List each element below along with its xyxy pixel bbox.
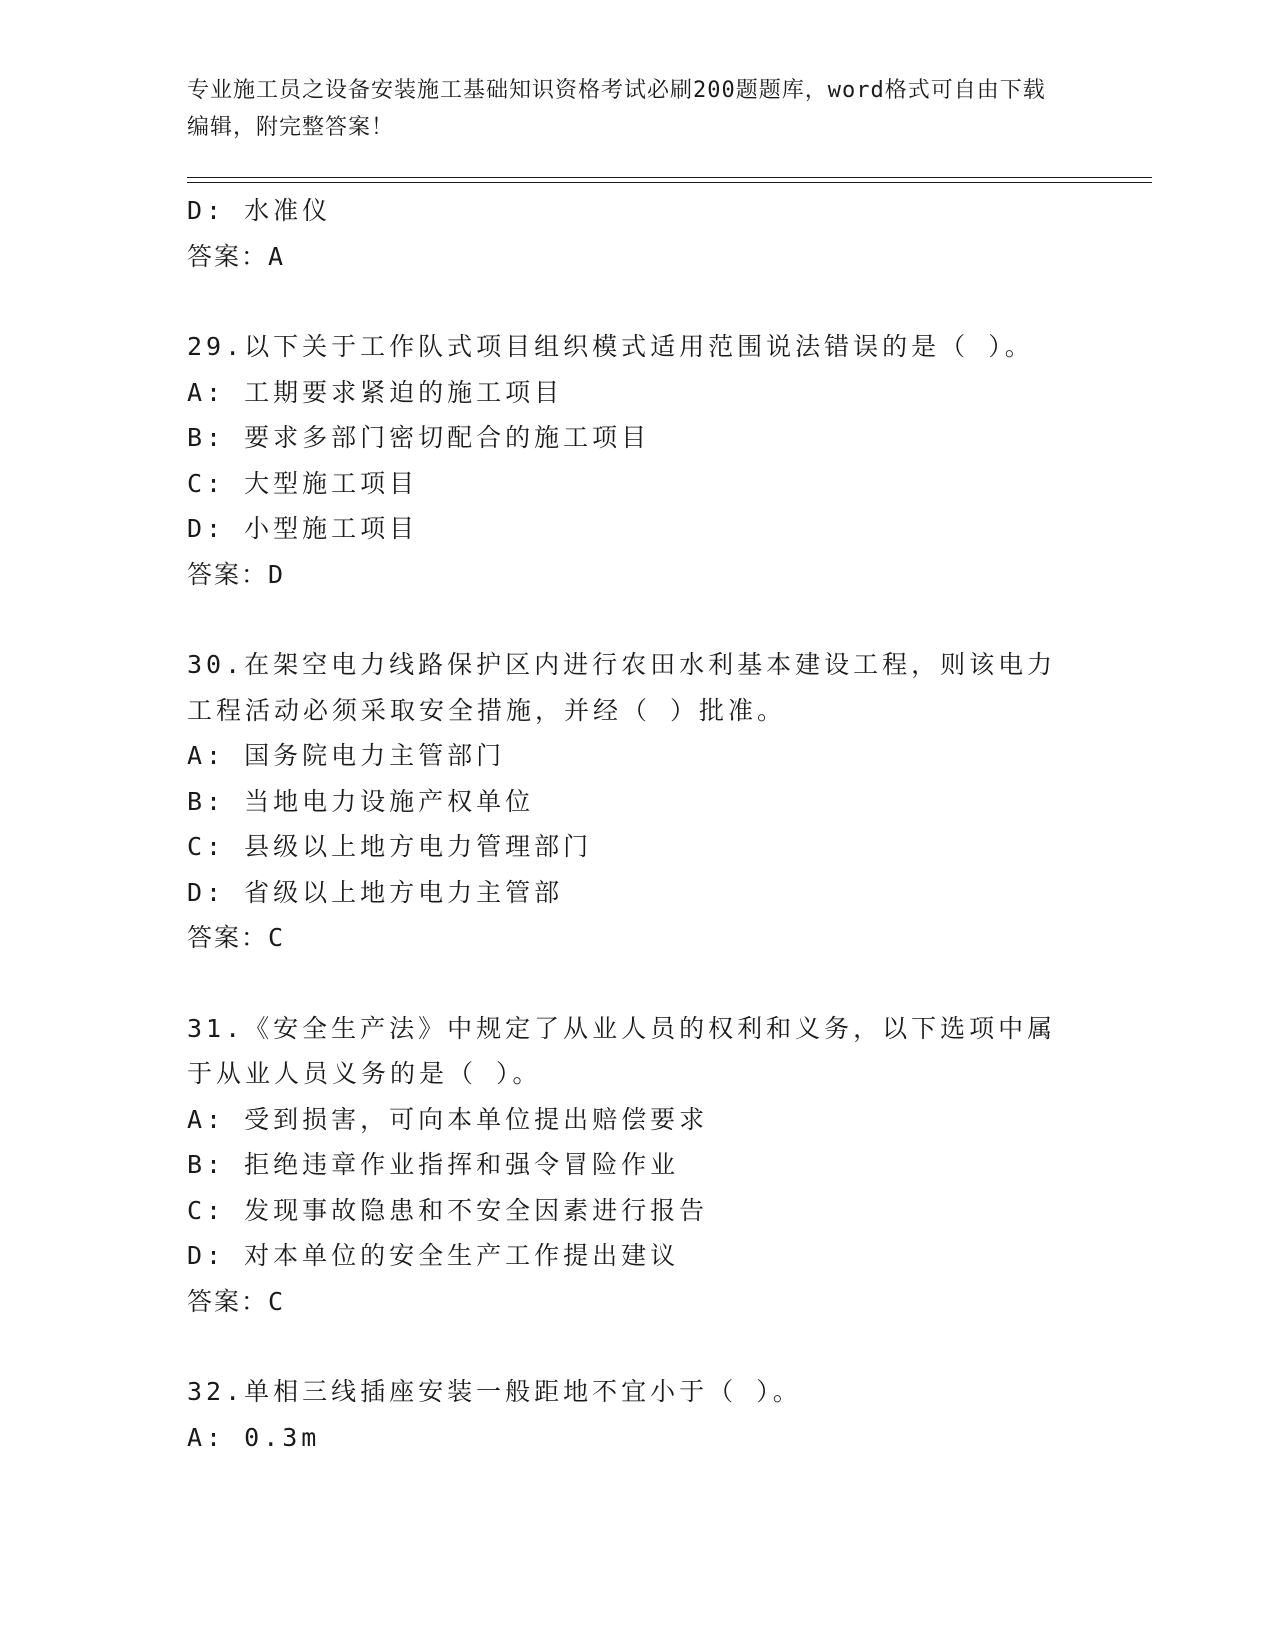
option-c: C: 大型施工项目 (187, 468, 419, 498)
option-d: D: 省级以上地方电力主管部 (187, 877, 564, 907)
option-d: D: 小型施工项目 (187, 514, 419, 543)
option-a: A: 受到损害，可向本单位提出赔偿要求 (187, 1104, 709, 1134)
answer-line: 答案：D (187, 559, 286, 589)
option-a: A: 工期要求紧迫的施工项目 (187, 377, 564, 407)
question-stem: 31.《安全生产法》中规定了从业人员的权利和义务，以下选项中属于从业人员义务的是（ ）。 (187, 1013, 1057, 1088)
option-c: C: 县级以上地方电力管理部门 (187, 832, 593, 861)
header-divider-top (187, 177, 1152, 178)
option-b: B: 拒绝违章作业指挥和强令冒险作业 (187, 1150, 680, 1179)
option-b: B: 要求多部门密切配合的施工项目 (187, 423, 651, 452)
question-list (187, 188, 1087, 1460)
question-stem: 32.单相三线插座安装一般距地不宜小于（ ）。 (187, 1377, 802, 1406)
option-c: C: 发现事故隐患和不安全因素进行报告 (187, 1195, 709, 1225)
option-a: A: 0.3m (187, 1422, 321, 1452)
question-stem: 30.在架空电力线路保护区内进行农田水利基本建设工程，则该电力工程活动必须采取安全措施，并经（ ）批准。 (187, 650, 1057, 725)
option-b: B: 当地电力设施产权单位 (187, 786, 535, 816)
answer-line: 答案：C (187, 923, 286, 952)
option-a: A: 国务院电力主管部门 (187, 741, 506, 770)
option-d: D: 对本单位的安全生产工作提出建议 (187, 1241, 680, 1270)
answer-line: 答案：C (187, 1286, 286, 1316)
answer-line: 答案：A (187, 241, 286, 271)
question-stem: 29.以下关于工作队式项目组织模式适用范围说法错误的是（ ）。 (187, 332, 1034, 361)
header-divider-bottom (187, 182, 1152, 183)
option-d: D: 水准仪 (187, 196, 332, 225)
document-header: 专业施工员之设备安装施工基础知识资格考试必刷200题题库，word格式可自由下载编辑，附完整答案！ (187, 78, 1046, 140)
